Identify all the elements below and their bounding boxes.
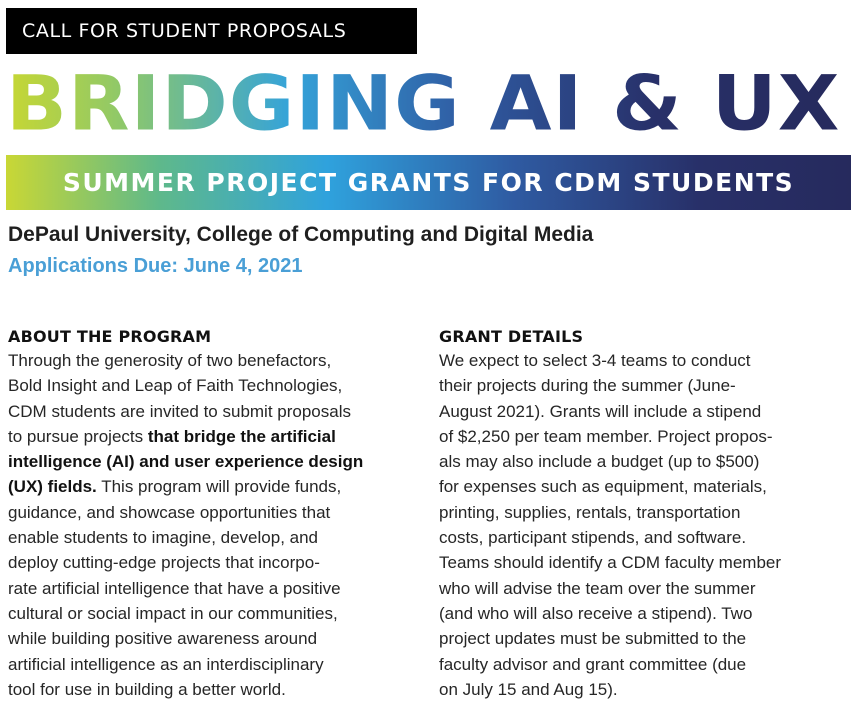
about-heading: ABOUT THE PROGRAM [8, 327, 212, 346]
body-text: artificial intelligence as an interdisciplinary [8, 654, 324, 674]
body-line [439, 424, 839, 449]
body-line [8, 550, 408, 575]
body-text: printing, supplies, rentals, transportation [439, 502, 741, 522]
tag-label: CALL FOR STUDENT PROPOSALS [22, 20, 347, 42]
body-text: August 2021). Grants will include a stipend [439, 401, 762, 421]
body-text: guidance, and showcase opportunities that [8, 502, 331, 522]
body-text: rate artificial intelligence that have a positive [8, 578, 341, 598]
body-text: costs, participant stipends, and software. [439, 528, 747, 548]
body-text: who will advise the team over the summer [439, 578, 756, 598]
body-line [8, 500, 408, 525]
grant-heading: GRANT DETAILS [439, 327, 584, 346]
body-text: Through the generosity of two benefactors, [8, 351, 332, 370]
body-text: while building positive awareness around [8, 629, 318, 649]
body-line [8, 601, 408, 626]
grant-body [439, 348, 839, 702]
body-line [439, 399, 839, 424]
body-text: We expect to select 3-4 teams to conduct [439, 351, 751, 370]
body-line [439, 449, 839, 474]
body-text: for expenses such as equipment, materials, [439, 477, 767, 497]
body-text: of $2,250 per team member. Project propos- [439, 426, 773, 446]
body-line [439, 601, 839, 626]
bold-text: that bridge the artificial [147, 426, 336, 446]
call-for-proposals-tag [6, 8, 417, 54]
body-line [8, 399, 408, 424]
subheadline: SUMMER PROJECT GRANTS FOR CDM STUDENTS [62, 168, 795, 197]
applications-due: Applications Due: June 4, 2021 [8, 255, 303, 277]
bold-text: (UX) fields. [8, 477, 97, 497]
body-text: cultural or social impact in our communities, [8, 603, 338, 623]
body-text: Bold Insight and Leap of Faith Technologies, [8, 376, 343, 396]
body-line [439, 474, 839, 499]
body-text: Teams should identify a CDM faculty member [439, 553, 782, 573]
body-line [439, 576, 839, 601]
body-line [439, 525, 839, 550]
body-line [8, 652, 408, 677]
body-line [8, 348, 408, 373]
body-line [439, 373, 839, 398]
body-line [8, 626, 408, 651]
body-text: on July 15 and Aug 15). [439, 679, 618, 699]
body-line [439, 550, 839, 575]
body-line [439, 677, 839, 702]
body-text: faculty advisor and grant committee (due [439, 654, 747, 674]
body-text: tool for use in building a better world. [8, 679, 286, 699]
body-text: als may also include a budget (up to $500) [439, 452, 760, 472]
body-line [8, 525, 408, 550]
body-line [8, 474, 408, 499]
body-line [8, 449, 408, 474]
body-line [439, 500, 839, 525]
body-text: deploy cutting-edge projects that incorpo- [8, 553, 320, 573]
body-text: CDM students are invited to submit proposals [8, 401, 351, 421]
grant-section [439, 326, 839, 702]
body-line [8, 677, 408, 702]
body-line [439, 348, 839, 373]
body-line [8, 576, 408, 601]
body-text: to pursue projects [8, 426, 148, 446]
about-section [8, 326, 408, 702]
body-line [8, 424, 408, 449]
body-line [439, 652, 839, 677]
body-text: This program will provide funds, [96, 477, 342, 497]
about-body [8, 348, 408, 702]
body-text: (and who will also receive a stipend). Two [439, 603, 753, 623]
body-line [8, 373, 408, 398]
body-line [439, 626, 839, 651]
institution-name: DePaul University, College of Computing and Digital Media [8, 223, 594, 246]
bold-text: intelligence (AI) and user experience design [8, 452, 364, 472]
body-text: their projects during the summer (June- [439, 376, 736, 396]
subheadline-band [6, 155, 851, 210]
headline: BRIDGING AI & UX [6, 58, 841, 148]
body-text: enable students to imagine, develop, and [8, 528, 319, 548]
body-text: project updates must be submitted to the [439, 629, 747, 649]
